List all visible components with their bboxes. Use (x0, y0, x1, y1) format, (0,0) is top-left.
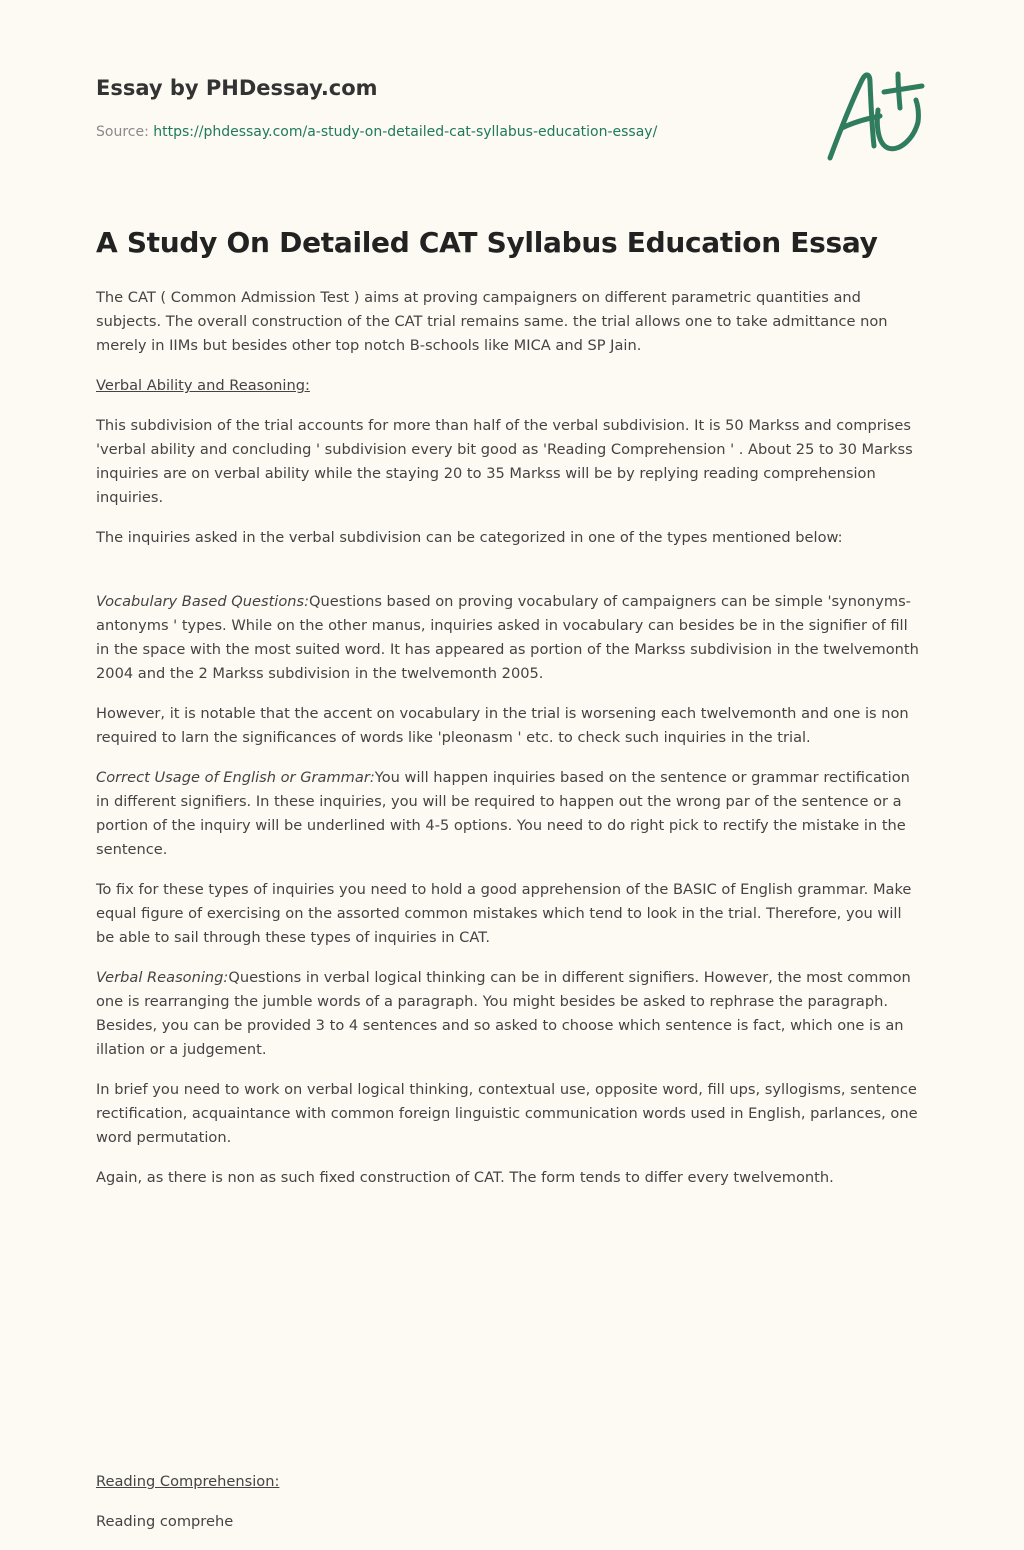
vocabulary-text: Questions based on proving vocabulary of campaigners can be simple 'synonyms-antonyms ' types. While on the other manus, inquiries asked in vocabulary can besides be in the signifier of fill in the space with the most suited word. It has appeared as portion of the Markss subdivision in the twelvemonth 2004 and the 2 Markss subdivision in the twelvemonth 2005. (96, 593, 919, 682)
source-label: Source: (96, 124, 149, 140)
reasoning-paragraph (96, 966, 924, 1062)
grammar-paragraph (96, 766, 924, 862)
source-line (96, 124, 657, 140)
verbal-paragraph-1: This subdivision of the trial accounts for more than half of the verbal subdivision. It is 50 Markss and comprises 'verbal ability and concluding ' subdivision every bit good as 'Reading Comprehension ' . About 25 to 30 Markss inquiries are on verbal ability while the staying 20 to 35 Markss will be by replying reading comprehension inquiries. (96, 417, 913, 506)
vocabulary-paragraph-2: However, it is notable that the accent on vocabulary in the trial is worsening each twelvemonth and one is non required to larn the significances of words like 'pleonasm ' etc. to check such inquiries in the trial. (96, 705, 909, 746)
reasoning-label: Verbal Reasoning: (96, 969, 229, 986)
vocabulary-paragraph (96, 590, 924, 686)
source-link[interactable]: https://phdessay.com/a-study-on-detailed-cat-syllabus-education-essay/ (153, 124, 658, 140)
essay-body (96, 286, 924, 1206)
brief-paragraph: In brief you need to work on verbal logical thinking, contextual use, opposite word, fill ups, syllogisms, sentence rectification, acquaintance with common foreign linguistic communication words used in English, parlances, one word permutation. (96, 1081, 918, 1146)
grammar-label: Correct Usage of English or Grammar: (96, 769, 375, 786)
grammar-text: You will happen inquiries based on the sentence or grammar rectification in different signifiers. In these inquiries, you will be required to happen out the wrong par of the sentence or a portion of the inquiry will be underlined with 4-5 options. You need to do right pick to rectify the mistake in the sentence. (96, 769, 910, 858)
reading-comprehension-heading: Reading Comprehension: (96, 1473, 280, 1490)
reading-comprehension-text: Reading comprehe (96, 1513, 234, 1530)
a-plus-grade-icon (820, 66, 930, 166)
reasoning-text: Questions in verbal logical thinking can be in different signifiers. However, the most common one is rearranging the jumble words of a paragraph. You might besides be asked to rephrase the paragraph. Besides, you can be provided 3 to 4 sentences and so asked to choose which sentence is fact, which one is an illation or a judgement. (96, 969, 911, 1058)
grammar-paragraph-2: To fix for these types of inquiries you need to hold a good apprehension of the BASIC of English grammar. Make equal figure of exercising on the assorted common mistakes which tend to look in the trial. Therefore, you will be able to sail through these types of inquiries in CAT. (96, 881, 912, 946)
paragraph-spacer (96, 566, 924, 590)
verbal-paragraph-2: The inquiries asked in the verbal subdivision can be categorized in one of the types mentioned below: (96, 529, 843, 546)
again-paragraph: Again, as there is non as such fixed construction of CAT. The form tends to differ every twelvemonth. (96, 1169, 834, 1186)
intro-paragraph: The CAT ( Common Admission Test ) aims at proving campaigners on different parametric quantities and subjects. The overall construction of the CAT trial remains same. the trial allows one to take admittance non merely in IIMs but besides other top notch B-schools like MICA and SP Jain. (96, 289, 888, 354)
reading-comprehension-section (96, 1470, 924, 1550)
site-title: Essay by PHDessay.com (96, 76, 378, 100)
essay-title: A Study On Detailed CAT Syllabus Education Essay (96, 226, 878, 259)
verbal-ability-heading: Verbal Ability and Reasoning: (96, 377, 310, 394)
vocabulary-label: Vocabulary Based Questions: (96, 593, 310, 610)
